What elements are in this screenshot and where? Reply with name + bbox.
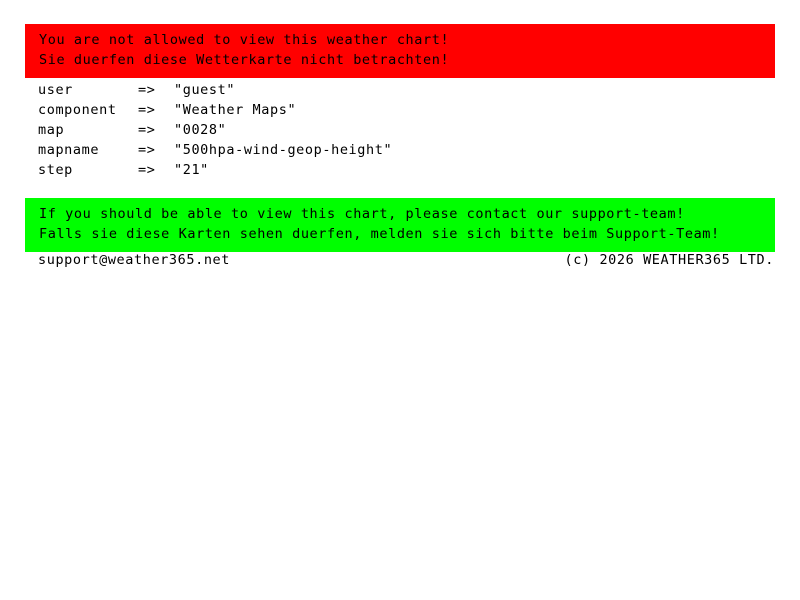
parameter-key: map (38, 122, 65, 138)
parameter-key: component (38, 102, 117, 118)
parameter-arrow: => (138, 142, 156, 158)
parameter-value: "Weather Maps" (174, 102, 297, 118)
parameter-arrow: => (138, 82, 156, 98)
error-banner (25, 24, 775, 78)
parameter-row (38, 140, 738, 160)
copyright-text: (c) 2026 WEATHER365 LTD. (564, 252, 774, 268)
parameter-value: "guest" (174, 82, 236, 98)
error-banner-line-de: Sie duerfen diese Wetterkarte nicht betrachten! (39, 52, 450, 68)
parameter-value: "21" (174, 162, 209, 178)
parameter-arrow: => (138, 102, 156, 118)
parameter-key: user (38, 82, 73, 98)
info-banner-line-de: Falls sie diese Karten sehen duerfen, melden sie sich bitte beim Support-Team! (39, 226, 720, 242)
parameter-list (38, 80, 738, 180)
parameter-row (38, 160, 738, 180)
info-banner (25, 198, 775, 252)
parameter-key: mapname (38, 142, 100, 158)
parameter-row (38, 100, 738, 120)
error-banner-line-en: You are not allowed to view this weather chart! (39, 32, 450, 48)
parameter-key: step (38, 162, 73, 178)
parameter-value: "0028" (174, 122, 227, 138)
footer (38, 250, 774, 270)
parameter-arrow: => (138, 122, 156, 138)
info-banner-line-en: If you should be able to view this chart, please contact our support-team! (39, 206, 685, 222)
parameter-arrow: => (138, 162, 156, 178)
parameter-row (38, 120, 738, 140)
parameter-value: "500hpa-wind-geop-height" (174, 142, 393, 158)
parameter-row (38, 80, 738, 100)
support-email-link[interactable]: support@weather365.net (38, 252, 231, 268)
